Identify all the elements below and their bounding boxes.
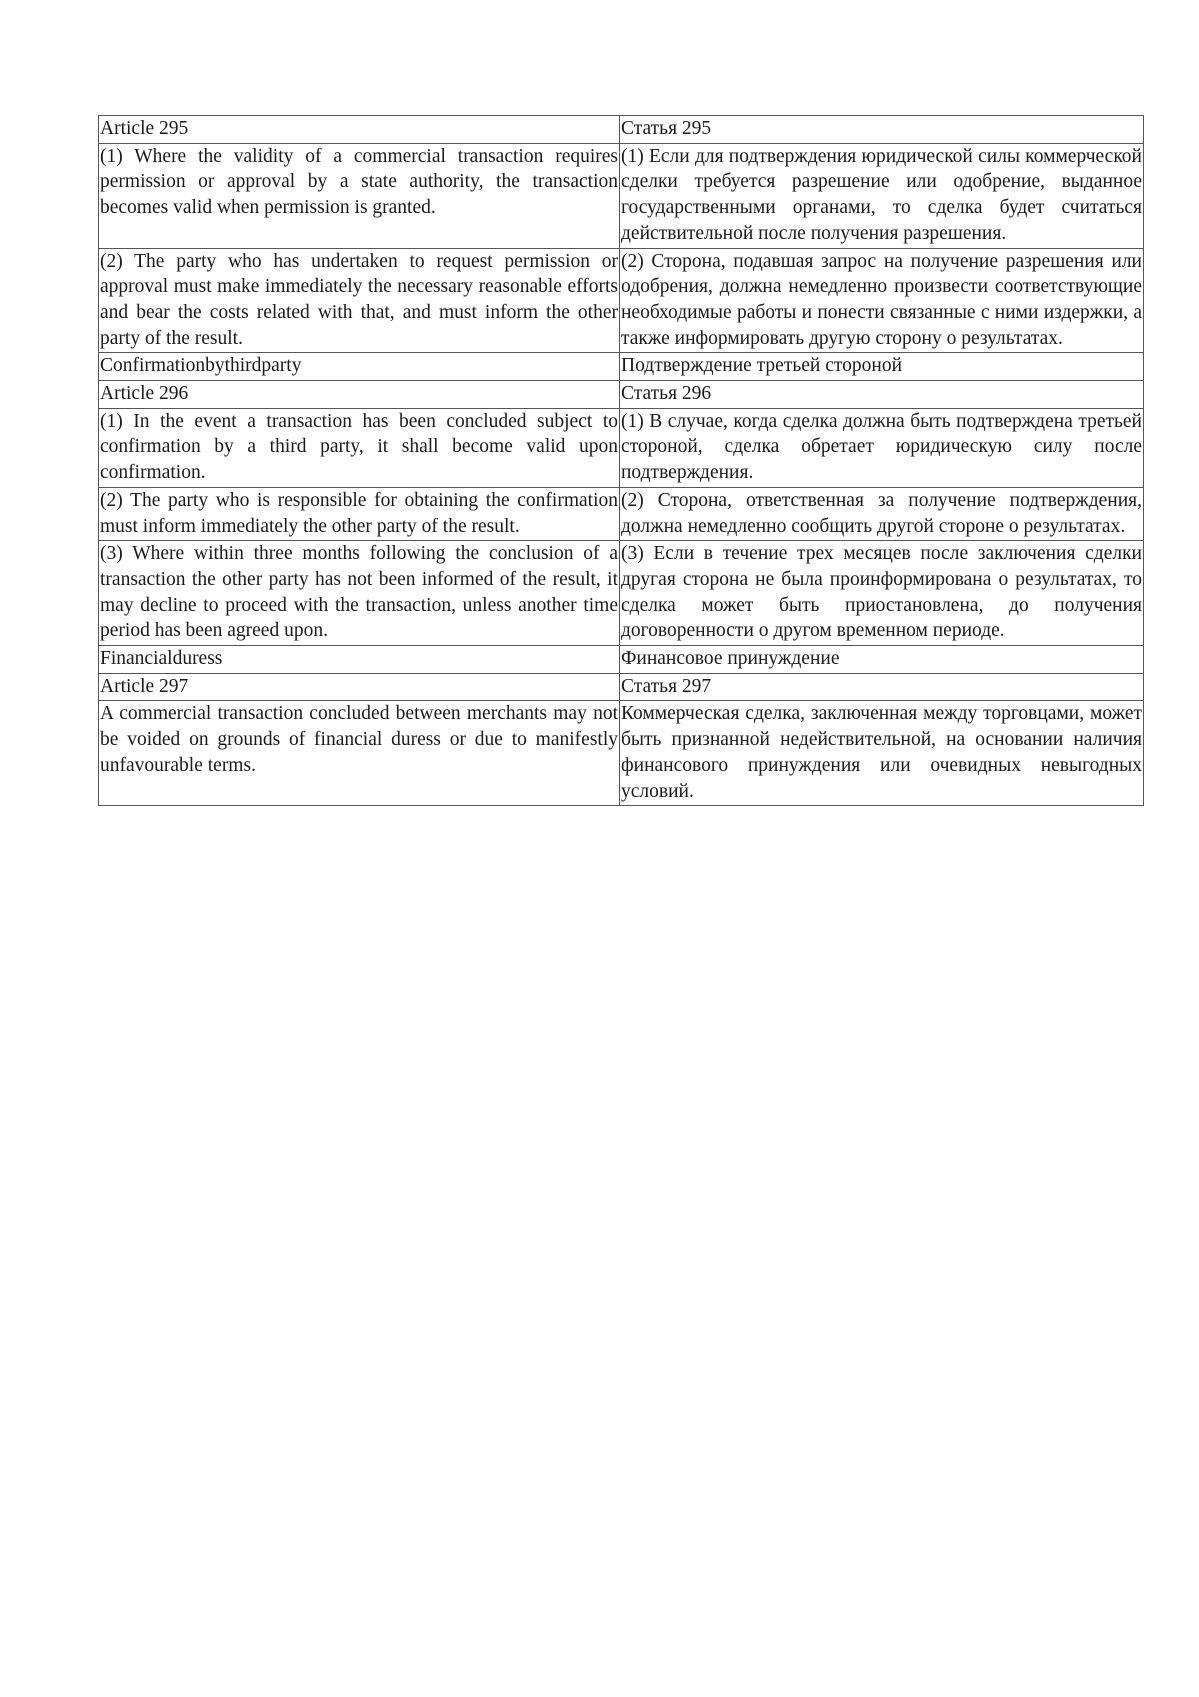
english-text-cell: (1) In the event a transaction has been concluded subject to confirmation by a third party, it shall become valid upon confirmation.	[99, 408, 620, 487]
russian-heading-cell: Статья 295	[620, 116, 1144, 144]
table-row	[99, 541, 1144, 646]
english-heading-cell: Article 295	[99, 116, 620, 144]
russian-heading-cell: Финансовое принуждение	[620, 646, 1144, 674]
russian-text-cell: (3) Если в течение трех месяцев после заключения сделки другая сторона не была проинформирована о результатах, то сделка может быть приостановлена, до получения договоренности о другом временном периоде.	[620, 541, 1144, 646]
table-row	[99, 487, 1144, 540]
russian-text-cell: (1) Если для подтверждения юридической силы коммерческой сделки требуется разрешение или одобрение, выданное государственными органами, то сделка будет считаться действительной после получения разрешения.	[620, 143, 1144, 248]
english-text-cell: (1) Where the validity of a commercial transaction requires permission or approval by a state authority, the transaction becomes valid when permission is granted.	[99, 143, 620, 248]
table-row	[99, 381, 1144, 409]
russian-heading-cell: Подтверждение третьей стороной	[620, 353, 1144, 381]
table-row	[99, 248, 1144, 353]
english-text-cell: (3) Where within three months following the conclusion of a transaction the other party has not been informed of the result, it may decline to proceed with the transaction, unless another time period has been agreed upon.	[99, 541, 620, 646]
russian-heading-cell: Статья 296	[620, 381, 1144, 409]
table-row	[99, 673, 1144, 701]
table-row	[99, 701, 1144, 806]
table-row	[99, 646, 1144, 674]
russian-text-cell: (2) Сторона, подавшая запрос на получение разрешения или одобрения, должна немедленно произвести соответствующие необходимые работы и понести связанные с ними издержки, а также информировать другую сторону о результатах.	[620, 248, 1144, 353]
bilingual-article-table	[98, 115, 1144, 806]
english-text-cell: (2) The party who is responsible for obtaining the confirmation must inform immediately the other party of the result.	[99, 487, 620, 540]
english-heading-cell: Article 296	[99, 381, 620, 409]
russian-text-cell: Коммерческая сделка, заключенная между торговцами, может быть признанной недействительной, на основании наличия финансового принуждения или очевидных невыгодных условий.	[620, 701, 1144, 806]
table-row	[99, 116, 1144, 144]
english-text-cell: A commercial transaction concluded between merchants may not be voided on grounds of financial duress or due to manifestly unfavourable terms.	[99, 701, 620, 806]
english-text-cell: (2) The party who has undertaken to request permission or approval must make immediately the necessary reasonable efforts and bear the costs related with that, and must inform the other party of the result.	[99, 248, 620, 353]
table-row	[99, 353, 1144, 381]
russian-heading-cell: Статья 297	[620, 673, 1144, 701]
english-heading-cell: Confirmationbythirdparty	[99, 353, 620, 381]
russian-text-cell: (1) В случае, когда сделка должна быть подтверждена третьей стороной, сделка обретает юридическую силу после подтверждения.	[620, 408, 1144, 487]
table-row	[99, 143, 1144, 248]
table-row	[99, 408, 1144, 487]
russian-text-cell: (2) Сторона, ответственная за получение подтверждения, должна немедленно сообщить другой стороне о результатах.	[620, 487, 1144, 540]
english-heading-cell: Article 297	[99, 673, 620, 701]
english-heading-cell: Financialduress	[99, 646, 620, 674]
